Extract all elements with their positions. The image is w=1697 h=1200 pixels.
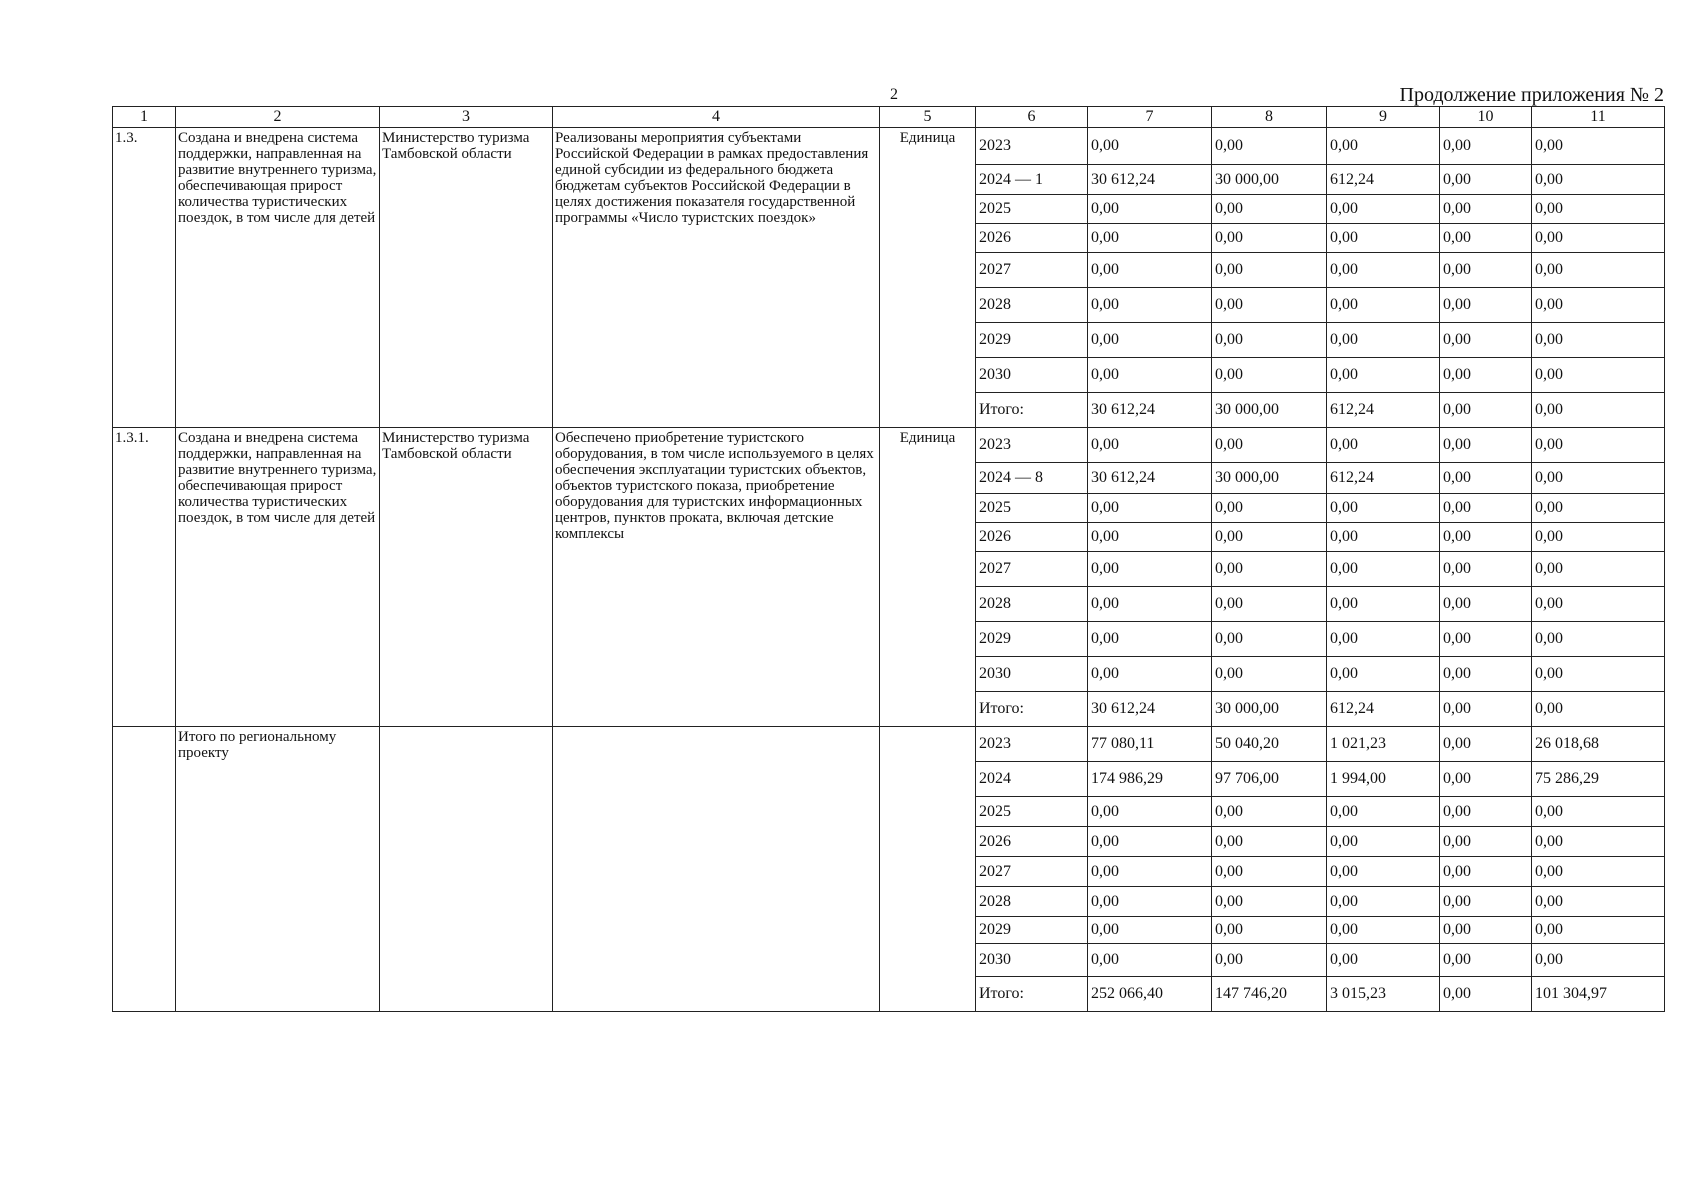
table-row bbox=[113, 727, 1665, 762]
amount-cell: 0,00 bbox=[1327, 887, 1440, 917]
amount-cell: 0,00 bbox=[1440, 165, 1532, 195]
amount-cell: 0,00 bbox=[1327, 428, 1440, 463]
column-header: 8 bbox=[1212, 107, 1327, 128]
page-number: 2 bbox=[890, 86, 898, 103]
amount-cell: 30 000,00 bbox=[1212, 393, 1327, 428]
amount-cell: 0,00 bbox=[1532, 552, 1665, 587]
year-cell: Итого: bbox=[976, 692, 1088, 727]
amount-cell: 0,00 bbox=[1532, 253, 1665, 288]
amount-cell: 0,00 bbox=[1440, 494, 1532, 523]
amount-cell: 0,00 bbox=[1440, 692, 1532, 727]
amount-cell: 30 612,24 bbox=[1088, 692, 1212, 727]
amount-cell: 0,00 bbox=[1212, 797, 1327, 827]
amount-cell: 174 986,29 bbox=[1088, 762, 1212, 797]
amount-cell: 0,00 bbox=[1088, 128, 1212, 165]
amount-cell: 0,00 bbox=[1532, 494, 1665, 523]
amount-cell: 252 066,40 bbox=[1088, 977, 1212, 1012]
amount-cell: 0,00 bbox=[1088, 494, 1212, 523]
amount-cell: 0,00 bbox=[1088, 622, 1212, 657]
amount-cell: 0,00 bbox=[1212, 587, 1327, 622]
year-cell: 2030 bbox=[976, 944, 1088, 977]
amount-cell: 0,00 bbox=[1532, 887, 1665, 917]
amount-cell: 0,00 bbox=[1327, 857, 1440, 887]
amount-cell: 77 080,11 bbox=[1088, 727, 1212, 762]
amount-cell: 0,00 bbox=[1088, 523, 1212, 552]
amount-cell: 0,00 bbox=[1532, 622, 1665, 657]
amount-cell: 0,00 bbox=[1212, 358, 1327, 393]
amount-cell: 0,00 bbox=[1212, 523, 1327, 552]
amount-cell: 0,00 bbox=[1327, 523, 1440, 552]
section-unit: Единица bbox=[880, 428, 976, 727]
table-row bbox=[113, 128, 1665, 165]
amount-cell: 0,00 bbox=[1532, 323, 1665, 358]
amount-cell: 30 612,24 bbox=[1088, 165, 1212, 195]
section-result bbox=[553, 727, 880, 1012]
amount-cell: 0,00 bbox=[1440, 587, 1532, 622]
amount-cell: 0,00 bbox=[1327, 587, 1440, 622]
amount-cell: 0,00 bbox=[1327, 195, 1440, 224]
amount-cell: 0,00 bbox=[1212, 622, 1327, 657]
amount-cell: 0,00 bbox=[1327, 358, 1440, 393]
amount-cell: 1 021,23 bbox=[1327, 727, 1440, 762]
year-cell: 2026 bbox=[976, 523, 1088, 552]
amount-cell: 0,00 bbox=[1212, 195, 1327, 224]
amount-cell: 0,00 bbox=[1212, 552, 1327, 587]
amount-cell: 0,00 bbox=[1327, 552, 1440, 587]
year-cell: 2023 bbox=[976, 428, 1088, 463]
amount-cell: 612,24 bbox=[1327, 165, 1440, 195]
amount-cell: 0,00 bbox=[1212, 944, 1327, 977]
column-header: 9 bbox=[1327, 107, 1440, 128]
amount-cell: 0,00 bbox=[1088, 797, 1212, 827]
column-header: 5 bbox=[880, 107, 976, 128]
amount-cell: 612,24 bbox=[1327, 393, 1440, 428]
column-header: 10 bbox=[1440, 107, 1532, 128]
amount-cell: 0,00 bbox=[1088, 657, 1212, 692]
amount-cell: 0,00 bbox=[1440, 797, 1532, 827]
year-cell: 2028 bbox=[976, 288, 1088, 323]
amount-cell: 0,00 bbox=[1440, 762, 1532, 797]
section-code bbox=[113, 727, 176, 1012]
year-cell: Итого: bbox=[976, 393, 1088, 428]
amount-cell: 0,00 bbox=[1440, 552, 1532, 587]
amount-cell: 0,00 bbox=[1532, 224, 1665, 253]
amount-cell: 0,00 bbox=[1532, 917, 1665, 944]
section-code: 1.3.1. bbox=[113, 428, 176, 727]
continuation-title: Продолжение приложения № 2 bbox=[1399, 84, 1664, 106]
amount-cell: 0,00 bbox=[1088, 857, 1212, 887]
section-responsible bbox=[380, 727, 553, 1012]
year-cell: 2023 bbox=[976, 727, 1088, 762]
section-result: Реализованы мероприятия субъектами Российской Федерации в рамках предоставления единой субсидии из федерального бюджета бюджетам субъектов Российской Федерации в целях достижения показателя государственной программы «Число туристских поездок» bbox=[553, 128, 880, 428]
amount-cell: 0,00 bbox=[1212, 887, 1327, 917]
amount-cell: 0,00 bbox=[1532, 195, 1665, 224]
column-header: 3 bbox=[380, 107, 553, 128]
year-cell: 2025 bbox=[976, 195, 1088, 224]
section-unit: Единица bbox=[880, 128, 976, 428]
year-cell: 2027 bbox=[976, 253, 1088, 288]
amount-cell: 0,00 bbox=[1088, 827, 1212, 857]
amount-cell: 0,00 bbox=[1088, 323, 1212, 358]
amount-cell: 0,00 bbox=[1532, 288, 1665, 323]
year-cell: 2024 — 1 bbox=[976, 165, 1088, 195]
column-header: 7 bbox=[1088, 107, 1212, 128]
amount-cell: 0,00 bbox=[1327, 827, 1440, 857]
amount-cell: 0,00 bbox=[1212, 323, 1327, 358]
year-cell: 2025 bbox=[976, 494, 1088, 523]
amount-cell: 0,00 bbox=[1532, 797, 1665, 827]
amount-cell: 0,00 bbox=[1532, 857, 1665, 887]
column-header: 2 bbox=[176, 107, 380, 128]
amount-cell: 0,00 bbox=[1088, 358, 1212, 393]
amount-cell: 0,00 bbox=[1327, 917, 1440, 944]
amount-cell: 101 304,97 bbox=[1532, 977, 1665, 1012]
amount-cell: 147 746,20 bbox=[1212, 977, 1327, 1012]
amount-cell: 0,00 bbox=[1532, 944, 1665, 977]
amount-cell: 0,00 bbox=[1212, 827, 1327, 857]
year-cell: 2030 bbox=[976, 657, 1088, 692]
budget-table bbox=[112, 106, 1665, 1012]
amount-cell: 0,00 bbox=[1088, 917, 1212, 944]
amount-cell: 0,00 bbox=[1212, 917, 1327, 944]
year-cell: 2023 bbox=[976, 128, 1088, 165]
year-cell: 2029 bbox=[976, 323, 1088, 358]
amount-cell: 26 018,68 bbox=[1532, 727, 1665, 762]
amount-cell: 0,00 bbox=[1440, 917, 1532, 944]
amount-cell: 0,00 bbox=[1212, 857, 1327, 887]
amount-cell: 0,00 bbox=[1532, 358, 1665, 393]
column-header: 1 bbox=[113, 107, 176, 128]
amount-cell: 0,00 bbox=[1327, 657, 1440, 692]
column-number-header bbox=[113, 107, 1665, 128]
amount-cell: 0,00 bbox=[1088, 253, 1212, 288]
amount-cell: 97 706,00 bbox=[1212, 762, 1327, 797]
amount-cell: 0,00 bbox=[1440, 128, 1532, 165]
amount-cell: 0,00 bbox=[1440, 622, 1532, 657]
amount-cell: 0,00 bbox=[1440, 323, 1532, 358]
column-header: 6 bbox=[976, 107, 1088, 128]
amount-cell: 30 612,24 bbox=[1088, 463, 1212, 494]
year-cell: 2027 bbox=[976, 857, 1088, 887]
amount-cell: 0,00 bbox=[1440, 523, 1532, 552]
section-name: Итого по региональному проекту bbox=[176, 727, 380, 1012]
year-cell: 2026 bbox=[976, 827, 1088, 857]
amount-cell: 0,00 bbox=[1088, 428, 1212, 463]
amount-cell: 0,00 bbox=[1212, 253, 1327, 288]
amount-cell: 0,00 bbox=[1440, 358, 1532, 393]
amount-cell: 612,24 bbox=[1327, 692, 1440, 727]
amount-cell: 0,00 bbox=[1440, 657, 1532, 692]
amount-cell: 0,00 bbox=[1212, 224, 1327, 253]
amount-cell: 0,00 bbox=[1532, 463, 1665, 494]
amount-cell: 0,00 bbox=[1532, 657, 1665, 692]
year-cell: 2025 bbox=[976, 797, 1088, 827]
table-row bbox=[113, 428, 1665, 463]
year-cell: 2028 bbox=[976, 887, 1088, 917]
amount-cell: 0,00 bbox=[1212, 657, 1327, 692]
amount-cell: 0,00 bbox=[1532, 827, 1665, 857]
amount-cell: 0,00 bbox=[1440, 195, 1532, 224]
amount-cell: 0,00 bbox=[1532, 523, 1665, 552]
amount-cell: 30 000,00 bbox=[1212, 692, 1327, 727]
section-responsible: Министерство туризма Тамбовской области bbox=[380, 128, 553, 428]
column-header: 4 bbox=[553, 107, 880, 128]
section-code: 1.3. bbox=[113, 128, 176, 428]
section-name: Создана и внедрена система поддержки, направленная на развитие внутреннего туризма, обеспечивающая прирост количества туристических поездок, в том числе для детей bbox=[176, 128, 380, 428]
amount-cell: 0,00 bbox=[1327, 288, 1440, 323]
amount-cell: 0,00 bbox=[1088, 195, 1212, 224]
amount-cell: 0,00 bbox=[1088, 587, 1212, 622]
amount-cell: 0,00 bbox=[1440, 857, 1532, 887]
amount-cell: 0,00 bbox=[1440, 288, 1532, 323]
amount-cell: 0,00 bbox=[1327, 622, 1440, 657]
amount-cell: 0,00 bbox=[1327, 253, 1440, 288]
amount-cell: 0,00 bbox=[1532, 428, 1665, 463]
amount-cell: 30 612,24 bbox=[1088, 393, 1212, 428]
amount-cell: 0,00 bbox=[1327, 494, 1440, 523]
year-cell: 2030 bbox=[976, 358, 1088, 393]
amount-cell: 3 015,23 bbox=[1327, 977, 1440, 1012]
amount-cell: 0,00 bbox=[1088, 887, 1212, 917]
amount-cell: 0,00 bbox=[1088, 224, 1212, 253]
year-cell: 2029 bbox=[976, 622, 1088, 657]
amount-cell: 30 000,00 bbox=[1212, 165, 1327, 195]
amount-cell: 0,00 bbox=[1440, 827, 1532, 857]
column-header: 11 bbox=[1532, 107, 1665, 128]
section-unit bbox=[880, 727, 976, 1012]
amount-cell: 0,00 bbox=[1440, 727, 1532, 762]
section-responsible: Министерство туризма Тамбовской области bbox=[380, 428, 553, 727]
amount-cell: 612,24 bbox=[1327, 463, 1440, 494]
year-cell: 2027 bbox=[976, 552, 1088, 587]
amount-cell: 0,00 bbox=[1440, 977, 1532, 1012]
amount-cell: 0,00 bbox=[1440, 224, 1532, 253]
amount-cell: 0,00 bbox=[1532, 393, 1665, 428]
amount-cell: 0,00 bbox=[1212, 428, 1327, 463]
section-result: Обеспечено приобретение туристского оборудования, в том числе используемого в целях обеспечения эксплуатации туристских объектов, объектов туристского показа, приобретение оборудования для туристских информационных центров, пунктов проката, включая детские комплексы bbox=[553, 428, 880, 727]
amount-cell: 75 286,29 bbox=[1532, 762, 1665, 797]
year-cell: 2029 bbox=[976, 917, 1088, 944]
year-cell: 2028 bbox=[976, 587, 1088, 622]
year-cell: Итого: bbox=[976, 977, 1088, 1012]
amount-cell: 0,00 bbox=[1532, 587, 1665, 622]
year-cell: 2024 bbox=[976, 762, 1088, 797]
amount-cell: 1 994,00 bbox=[1327, 762, 1440, 797]
year-cell: 2024 — 8 bbox=[976, 463, 1088, 494]
amount-cell: 0,00 bbox=[1440, 393, 1532, 428]
section-name: Создана и внедрена система поддержки, направленная на развитие внутреннего туризма, обеспечивающая прирост количества туристических поездок, в том числе для детей bbox=[176, 428, 380, 727]
year-cell: 2026 bbox=[976, 224, 1088, 253]
amount-cell: 0,00 bbox=[1327, 944, 1440, 977]
amount-cell: 0,00 bbox=[1088, 552, 1212, 587]
amount-cell: 30 000,00 bbox=[1212, 463, 1327, 494]
amount-cell: 0,00 bbox=[1440, 253, 1532, 288]
amount-cell: 0,00 bbox=[1440, 428, 1532, 463]
amount-cell: 0,00 bbox=[1088, 944, 1212, 977]
amount-cell: 50 040,20 bbox=[1212, 727, 1327, 762]
amount-cell: 0,00 bbox=[1212, 288, 1327, 323]
amount-cell: 0,00 bbox=[1440, 887, 1532, 917]
amount-cell: 0,00 bbox=[1532, 692, 1665, 727]
amount-cell: 0,00 bbox=[1212, 128, 1327, 165]
amount-cell: 0,00 bbox=[1212, 494, 1327, 523]
amount-cell: 0,00 bbox=[1327, 128, 1440, 165]
amount-cell: 0,00 bbox=[1532, 165, 1665, 195]
amount-cell: 0,00 bbox=[1440, 463, 1532, 494]
amount-cell: 0,00 bbox=[1327, 797, 1440, 827]
amount-cell: 0,00 bbox=[1532, 128, 1665, 165]
amount-cell: 0,00 bbox=[1088, 288, 1212, 323]
amount-cell: 0,00 bbox=[1327, 323, 1440, 358]
amount-cell: 0,00 bbox=[1440, 944, 1532, 977]
amount-cell: 0,00 bbox=[1327, 224, 1440, 253]
